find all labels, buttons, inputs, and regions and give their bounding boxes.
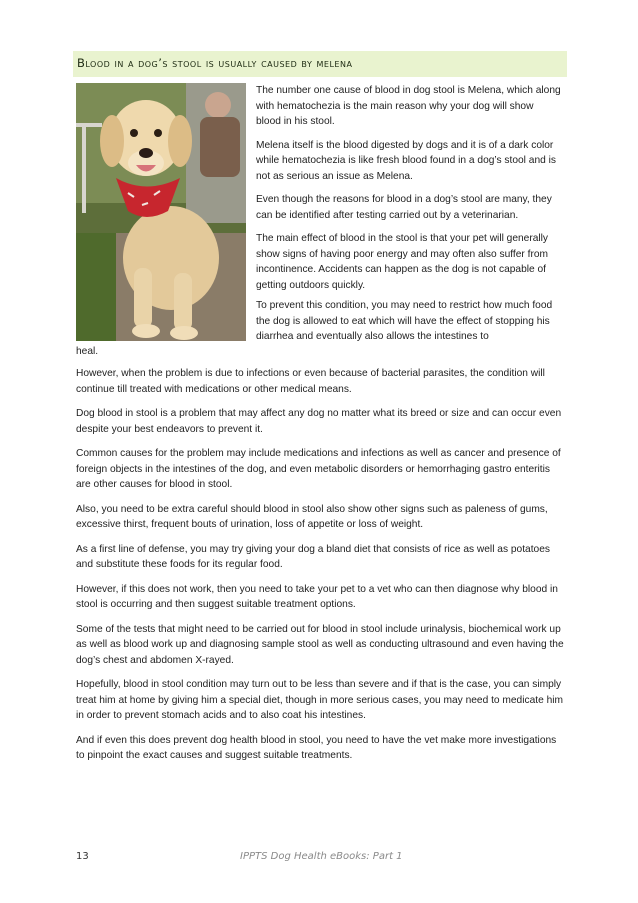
page-number: 13	[76, 851, 89, 862]
paragraph: And if even this does prevent dog health blood in stool, you need to have the vet make more investigations to pinpoint the exact causes and suggest suitable treatments.	[76, 734, 557, 761]
paragraph: Also, you need to be extra careful should blood in stool also show other signs such as paleness of gums, excessive thirst, frequent bouts of urination, loss of appetite or loss of weight.	[76, 503, 548, 530]
paragraph: Even though the reasons for blood in a dog’s stool are many, they can be identified after testing carried out by a veterinarian.	[256, 194, 552, 221]
paragraph: Common causes for the problem may include medications and infections as well as cancer and presence of foreign objects in the intestines of the dog, and even metabolic disorders or hemorrhaging gastro enteritis are other causes for blood in stool.	[76, 448, 561, 490]
paragraph-continuation: heal.	[76, 346, 99, 357]
paragraph: However, if this does not work, then you need to take your pet to a vet who can then diagnose why blood in stool is occurring and then suggest suitable treatment options.	[76, 583, 558, 610]
golden-retriever-photo	[76, 83, 246, 341]
paragraph: The number one cause of blood in dog stool is Melena, which along with hematochezia is the main reason why your dog will show blood in his stool.	[256, 85, 561, 127]
paragraph: Some of the tests that might need to be carried out for blood in stool include urinalysis, biochemical work up as well as blood work up and diagnosing sample stool as well as conducting ultrasound and even having the dog’s chest and abdomen X-rayed.	[76, 623, 564, 666]
right-column	[256, 83, 561, 301]
paragraph: To prevent this condition, you may need to restrict how much food the dog is allowed to eat which will have the effect of stopping his diarrhea and eventually also allows the intestines to	[256, 300, 553, 342]
paragraph: Hopefully, blood in stool condition may turn out to be less than severe and if that is the case, you can simply treat him at home by giving him a special diet, though in more serious cases, you may need to medicate him in order to prevent stomach acids and to also coat his intestines.	[76, 679, 563, 721]
main-column	[76, 366, 564, 773]
paragraph: As a first line of defense, you may try giving your dog a bland diet that consists of rice as well as potatoes and substitute these foods for its regular food.	[76, 543, 550, 570]
paragraph: Melena itself is the blood digested by dogs and it is of a dark color while hematochezia is like fresh blood found in a dog’s stool and is not as serious an issue as Melena.	[256, 139, 556, 182]
section-heading: Blood in a dog’s stool is usually caused by melena	[73, 51, 567, 77]
paragraph: Dog blood in stool is a problem that may affect any dog no matter what its breed or size and can occur even despite your best endeavors to prevent it.	[76, 408, 562, 435]
paragraph: The main effect of blood in the stool is that your pet will generally show signs of having poor energy and may often also suffer from incontinence. Accidents can happen as the dog is not capable of getting outdoors quickly.	[256, 233, 549, 291]
paragraph: However, when the problem is due to infections or even because of bacterial parasites, the condition will continue till treated with medications or other medical means.	[76, 368, 545, 395]
footer-book-title: IPPTS Dog Health eBooks: Part 1	[240, 851, 403, 862]
